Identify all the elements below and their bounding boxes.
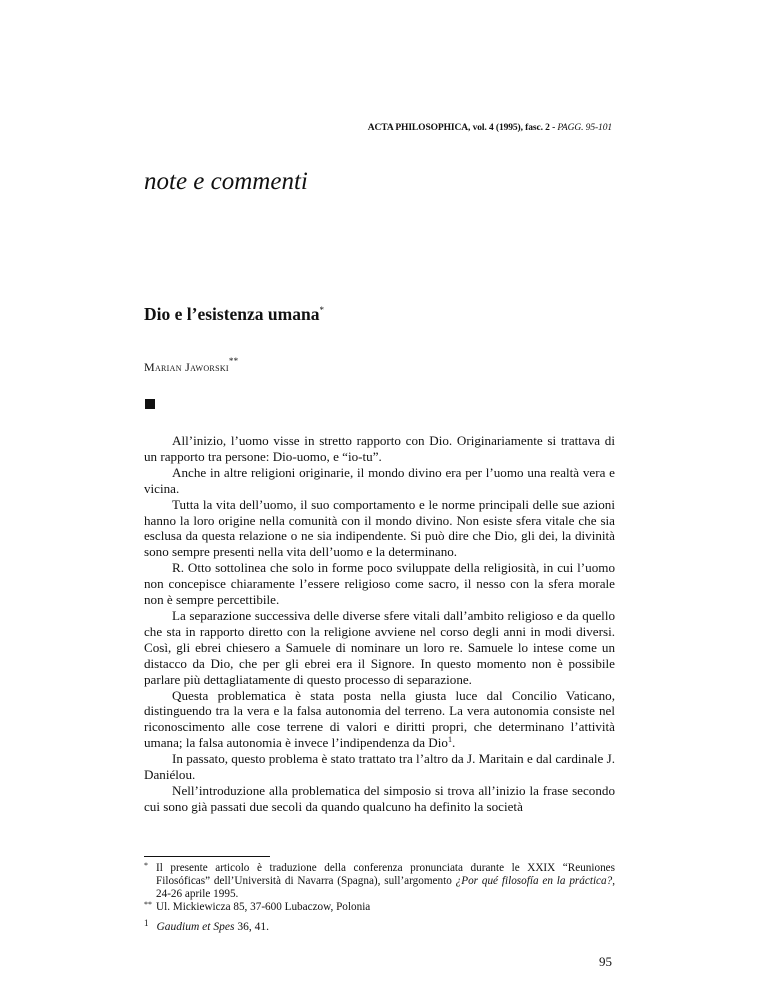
footnote-reference: 1 xyxy=(447,735,452,745)
body-paragraph: La separazione successiva delle diverse sfere vitali dall’ambito religioso e da quello che sta in rapporto diretto con la religione avviene nel corso degli anni in modi diversi. Così, gli ebrei chiesero a Samuele di nominare un loro re. Samuele lo intese come un distacco da Dio, che per gli ebrei era il Signore. In questo momento non è possibile parlare più dettagliatamente di questo processo di separazione. xyxy=(144,607,615,687)
footnote-text-end: , 24-26 aprile 1995. xyxy=(156,875,615,900)
footnote-double-asterisk xyxy=(144,901,615,914)
article-title-text: Dio e l’esistenza umana xyxy=(144,304,320,324)
author-footnote-mark: ** xyxy=(228,356,239,366)
author-notes xyxy=(144,862,615,914)
body-paragraph: All’inizio, l’uomo visse in stretto rapporto con Dio. Originariamente si trattava di un rapporto tra persone: Dio-uomo, e “io-tu”. xyxy=(144,433,615,464)
footnote-mark: ** xyxy=(144,900,152,909)
body-paragraph: Anche in altre religioni originarie, il mondo divino era per l’uomo una realtà vera e vicina. xyxy=(144,464,615,496)
footnote-source-title: Gaudium et Spes xyxy=(156,921,235,933)
footnote-text: Il presente articolo è traduzione della conferenza pronunciata durante le XXIX “Reuniones Filosóficas” dell’Università di Navarra (Spagna), sull’argomento xyxy=(156,862,615,887)
body-paragraph: R. Otto sottolinea che solo in forme poco sviluppate della religiosità, in cui l’uomo non concepisce chiaramente l’essere religioso come sacro, il nesso con la sfera morale non è sempre percettibile. xyxy=(144,560,615,608)
footnote-asterisk xyxy=(144,862,615,901)
page-range: PAGG. 95-101 xyxy=(557,123,612,133)
body-paragraph-end: . xyxy=(451,735,456,751)
body-paragraph xyxy=(144,688,615,752)
footnote-italic-title: ¿Por qué filosofía en la práctica? xyxy=(455,875,613,887)
article-title xyxy=(144,304,324,325)
journal-citation: ACTA PHILOSOPHICA, vol. 4 (1995), fasc. 2 - xyxy=(367,123,558,133)
author-name-text: Marian Jaworski xyxy=(144,360,229,374)
section-square-ornament xyxy=(145,399,155,409)
body-paragraph: Nell’introduzione alla problematica del simposio si trova all’inizio la frase secondo cui sono già passati due secoli da quando qualcuno ha definito la società xyxy=(144,782,615,814)
footnote-mark: * xyxy=(144,861,148,870)
author-name xyxy=(144,356,238,375)
article-body xyxy=(144,433,615,815)
footnote-1 xyxy=(144,918,269,933)
body-paragraph: In passato, questo problema è stato trattato tra l’altro da J. Maritain e dal cardinale J. Daniélou. xyxy=(144,751,615,783)
footnote-source-ref: 36, 41. xyxy=(234,921,269,933)
body-paragraph: Tutta la vita dell’uomo, il suo comportamento e le norme principali delle sue azioni hanno la loro origine nella comunità con il mondo divino. Non esiste sfera vitale che sia esclusa da questa relazione o ne sia indipendente. Si può dire che Dio, gli dei, la divinità sono sempre presenti nella vita dell’uomo e la determinano. xyxy=(144,496,615,560)
footnote-number: 1 xyxy=(144,918,149,928)
section-title: note e commenti xyxy=(144,168,308,195)
page-number: 95 xyxy=(599,954,612,969)
footnote-text: Ul. Mickiewicza 85, 37-600 Lubaczow, Polonia xyxy=(156,901,371,913)
title-footnote-mark: * xyxy=(319,305,324,315)
body-paragraph-text: Questa problematica è stata posta nella giusta luce dal Concilio Vaticano, distinguendo tra la vera e la falsa autonomia del terreno. La vera autonomia consiste nel riconoscimento alle cose terrene di valori e diritti propri, che determinano l’attività umana; la falsa autonomia è invece l’indipendenza da Dio xyxy=(144,687,615,751)
running-header xyxy=(368,123,612,133)
footnote-separator xyxy=(144,856,270,857)
